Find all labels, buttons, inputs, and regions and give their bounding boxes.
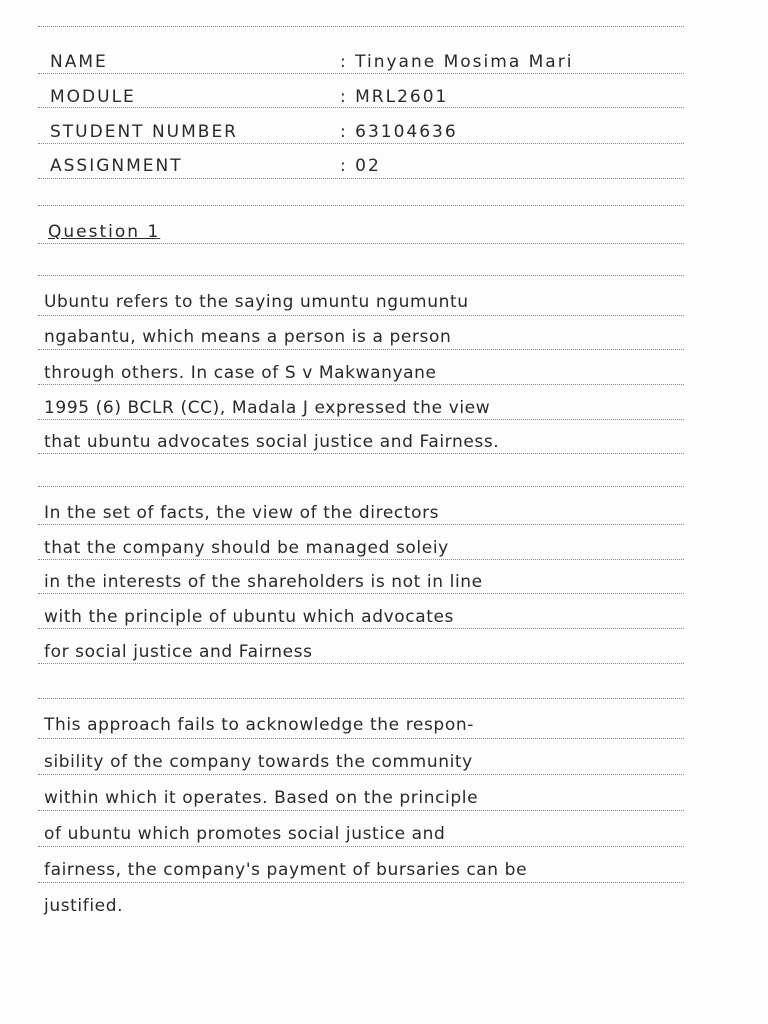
assignment-label: ASSIGNMENT (50, 156, 183, 176)
ruled-line (38, 846, 684, 847)
paragraph-line: ngabantu, which means a person is a person (44, 327, 452, 347)
paragraph-line: with the principle of ubuntu which advocates (44, 607, 454, 627)
paragraph-line: through others. In case of S v Makwanyane (44, 363, 437, 383)
paragraph-line: of ubuntu which promotes social justice and (44, 824, 446, 844)
ruled-line (38, 73, 684, 74)
ruled-line (38, 419, 684, 420)
paragraph-line: fairness, the company's payment of bursaries can be (44, 860, 528, 880)
ruled-line (38, 698, 684, 699)
question-title: Question 1 (48, 222, 161, 242)
paragraph-line: in the interests of the shareholders is not in line (44, 572, 483, 592)
paragraph-line: sibility of the company towards the community (44, 752, 473, 772)
ruled-line (38, 315, 684, 316)
ruled-line (38, 593, 684, 594)
ruled-line (38, 810, 684, 811)
ruled-line (38, 107, 684, 108)
paragraph-line: for social justice and Fairness (44, 642, 313, 662)
module-value: : MRL2601 (340, 87, 449, 107)
paragraph-line: In the set of facts, the view of the directors (44, 503, 440, 523)
ruled-line (38, 663, 684, 664)
paragraph-line: This approach fails to acknowledge the respon- (44, 715, 474, 735)
ruled-line (38, 559, 684, 560)
ruled-line (38, 243, 684, 244)
ruled-line (38, 143, 684, 144)
ruled-line (38, 275, 684, 276)
ruled-line (38, 486, 684, 487)
ruled-line (38, 738, 684, 739)
paragraph-line: 1995 (6) BCLR (CC), Madala J expressed the view (44, 398, 491, 418)
ruled-line (38, 628, 684, 629)
paragraph-line: within which it operates. Based on the principle (44, 788, 479, 808)
paragraph-line: Ubuntu refers to the saying umuntu ngumuntu (44, 292, 469, 312)
ruled-line (38, 205, 684, 206)
ruled-line (38, 524, 684, 525)
paragraph-line: justified. (44, 896, 124, 916)
module-label: MODULE (50, 87, 136, 107)
name-label: NAME (50, 52, 108, 72)
ruled-line (38, 882, 684, 883)
student-number-value: : 63104636 (340, 122, 458, 142)
ruled-line (38, 453, 684, 454)
assignment-value: : 02 (340, 156, 381, 176)
ruled-line (38, 26, 684, 27)
ruled-line (38, 178, 684, 179)
paragraph-line: that the company should be managed soleiy (44, 538, 449, 558)
ruled-line (38, 774, 684, 775)
ruled-line (38, 349, 684, 350)
ruled-line (38, 384, 684, 385)
name-value: : Tinyane Mosima Mari (340, 52, 574, 72)
student-number-label: STUDENT NUMBER (50, 122, 238, 142)
paragraph-line: that ubuntu advocates social justice and Fairness. (44, 432, 500, 452)
